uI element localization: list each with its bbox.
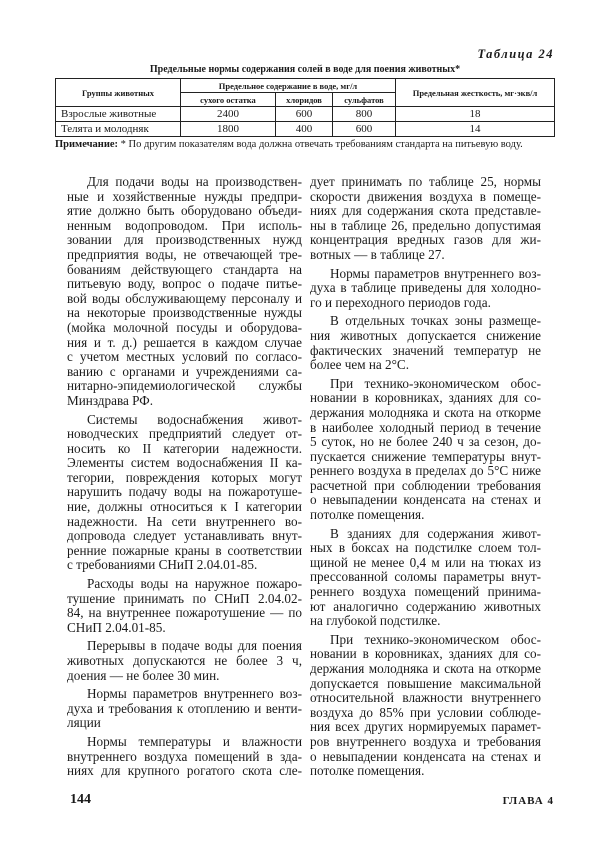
text-line: пускается снижение температуры внут- — [310, 448, 541, 464]
paragraph — [67, 687, 302, 731]
text-line: прессованной соломы параметры внут- — [310, 569, 541, 585]
text-line: бованиям действующего стандарта на — [67, 261, 302, 277]
left-text-column — [67, 175, 302, 783]
text-line: ров внутреннего воздуха и требования — [310, 733, 541, 749]
text-line: внутреннего воздуха помещений в зда- — [67, 748, 302, 764]
text-line: ниях для содержания скота представле- — [310, 203, 541, 219]
text-line: Перерывы в подаче воды для поения — [87, 638, 302, 654]
text-line: новании в коровниках, зданиях для со- — [310, 390, 541, 406]
cell-dry: 1800 — [181, 122, 276, 137]
text-line: предприятия воды, не отвечающей тре- — [67, 246, 302, 262]
paragraph — [310, 267, 541, 311]
text-line: При технико-экономическом обос- — [330, 631, 541, 647]
paragraph — [310, 527, 541, 629]
text-line: Нормы параметров внутреннего воз- — [330, 265, 541, 281]
text-line: реннего воздуха помещений принима- — [310, 584, 541, 600]
text-line: животных допускаются не более 3 ч, — [67, 653, 302, 668]
text-line: ренние пожарные краны в соответствии — [67, 542, 302, 558]
note-label: Примечание: — [55, 139, 119, 150]
paragraph — [310, 175, 541, 263]
text-line: держания молодняка и скота на откорме — [310, 661, 541, 676]
text-line: тушение принимать по СНиП 2.04.02- — [67, 590, 302, 606]
text-line: зовании для производственных нужд — [67, 232, 302, 248]
cell-sulfates: 800 — [333, 107, 396, 122]
text-line: духа и требования к отоплению и венти- — [67, 700, 302, 716]
text-line: потолке помещения. — [310, 507, 425, 523]
text-line: потолке помещения. — [310, 763, 425, 779]
text-line: на глубокой подстилке. — [310, 613, 441, 629]
paragraph — [310, 377, 541, 523]
text-line: Расходы воды на наружное пожаро- — [87, 576, 302, 592]
text-line: ляции — [67, 715, 101, 731]
table-note — [55, 139, 555, 151]
text-line: ния и т. д.) решается в каждом случае — [67, 334, 302, 350]
text-line: Нормы температуры и влажности — [87, 733, 302, 749]
text-line: реннего воздуха в пределах до 5°С ниже — [310, 463, 541, 479]
text-line: Системы водоснабжения живот- — [87, 411, 302, 427]
cell-group: Взрослые животные — [56, 107, 181, 122]
text-line: носить ко II категории надежности. — [67, 440, 302, 456]
text-line: тегории, повреждения которых могут — [67, 469, 302, 485]
header-group: Группы животных — [56, 79, 181, 107]
text-line: доения — не более 30 мин. — [67, 667, 220, 683]
text-line: ние, должны относиться к I категории — [67, 499, 302, 515]
text-line: вой воды обслуживающему персоналу и — [67, 290, 302, 306]
text-line: В отдельных точках зоны размеще- — [330, 313, 541, 329]
text-line: ниях для крупного рогатого скота сле- — [67, 763, 302, 779]
text-line: 84, на внутреннее пожаротушение — по — [67, 605, 302, 621]
table-row — [56, 122, 555, 137]
text-line: с учетом местных условий по согласо- — [67, 349, 302, 365]
text-line: При технико-экономическом обос- — [330, 375, 541, 391]
text-line: Минздрава РФ. — [67, 392, 153, 408]
text-line: питьевую воду, вопрос о подаче питье- — [67, 276, 302, 292]
text-line: ятие должно быть оборудовано объеди- — [67, 203, 302, 219]
text-line: надежности. На сети внутреннего во- — [67, 513, 302, 529]
text-line: щиной не менее 0,4 м или на тюках из — [310, 554, 541, 570]
text-line: в наиболее холодный период в течение — [310, 419, 541, 435]
text-line: расчетной при соблюдении требования — [310, 477, 541, 493]
header-content: Предельное содержание в воде, мг/л — [181, 79, 396, 93]
table-number: Таблица 24 — [477, 47, 554, 61]
text-line: на некоторые производственные нужды — [67, 305, 302, 321]
text-line: с требованиями СНиП 2.04.01-85. — [67, 557, 258, 573]
paragraph — [67, 577, 302, 635]
text-line: Нормы параметров внутреннего воз- — [87, 686, 302, 702]
paragraph — [310, 633, 541, 779]
text-line: воздуха до 85% при условии соблюде- — [310, 704, 541, 720]
text-line: новании в коровниках, зданиях для со- — [310, 646, 541, 662]
text-line: Элементы систем водоснабжения II ка- — [67, 455, 302, 471]
text-line: о невыпадении конденсата на стенах и — [310, 492, 541, 508]
cell-group: Телята и молодняк — [56, 122, 181, 137]
text-line: ненным водопроводом. При исполь- — [67, 217, 302, 233]
text-line: о невыпадении конденсата на стенах и — [310, 748, 541, 764]
cell-hardness: 18 — [396, 107, 555, 122]
text-line: го и переходного периодов года. — [310, 294, 491, 310]
header-dry: сухого остатка — [181, 93, 276, 107]
text-line: духа в таблице приведены для холодно- — [310, 280, 541, 296]
table-caption: Предельные нормы содержания солей в воде для поения животных* — [149, 64, 461, 75]
text-line: новодческих предприятий следует от- — [67, 426, 302, 442]
paragraph — [67, 413, 302, 574]
chapter-label: ГЛАВА 4 — [502, 795, 554, 807]
text-line: вотных — в таблице 27. — [310, 246, 445, 262]
header-hardness: Предельная жесткость, мг·экв/л — [396, 79, 555, 107]
cell-hardness: 14 — [396, 122, 555, 137]
text-line: допровода следует устанавливать внут- — [67, 528, 302, 544]
text-line: нитарно-эпидемиологической службы — [67, 378, 302, 394]
note-text: * По другим показателям вода должна отвечать требованиям стандарта на питьевую воду. — [118, 139, 523, 150]
text-line: ния животных допускается снижение — [310, 327, 541, 343]
text-line: концентрация вредных газов для жи- — [310, 232, 541, 248]
page-number: 144 — [70, 792, 91, 807]
text-line: относительной влажности внутреннего — [310, 690, 541, 706]
text-line: 5 суток, но не более 240 ч за сезон, до- — [310, 434, 541, 450]
text-line: дует принимать по таблице 25, нормы — [310, 174, 541, 189]
text-line: держания молодняка и скота на откорме — [310, 404, 541, 420]
text-line: нарушить подачу воды на пожаротуше- — [67, 484, 302, 500]
cell-chlorides: 400 — [276, 122, 333, 137]
text-line: допускается повышение максимальной — [310, 675, 541, 691]
paragraph — [67, 735, 302, 779]
text-line: Для подачи воды на производствен- — [87, 174, 302, 189]
text-line: ния всех других нормируемых парамет- — [310, 719, 541, 735]
salt-norms-table — [55, 78, 555, 137]
table-row — [56, 107, 555, 122]
header-sulfates: сульфатов — [333, 93, 396, 107]
right-text-column — [310, 175, 541, 783]
text-line: более чем на 2°С. — [310, 357, 410, 373]
cell-chlorides: 600 — [276, 107, 333, 122]
text-line: В зданиях для содержания живот- — [330, 525, 541, 541]
text-line: скорости движения воздуха в помеще- — [310, 188, 541, 204]
text-line: ют аналогично содержанию животных — [310, 598, 541, 614]
text-line: фактических значений температур не — [310, 342, 541, 358]
text-line: ные и хозяйственные нужды предпри- — [67, 188, 302, 204]
text-line: ных в боксах на подстилке слоем тол- — [310, 540, 541, 556]
header-chlorides: хлоридов — [276, 93, 333, 107]
paragraph — [310, 314, 541, 372]
text-line: ванию с органами и учреждениями са- — [67, 363, 302, 379]
text-line: ны в таблице 26, предельно допустимая — [310, 217, 541, 233]
text-line: (мойка молочной посуды и оборудова- — [67, 319, 302, 335]
cell-dry: 2400 — [181, 107, 276, 122]
cell-sulfates: 600 — [333, 122, 396, 137]
paragraph — [67, 175, 302, 409]
text-line: СНиП 2.04.01-85. — [67, 619, 166, 635]
paragraph — [67, 639, 302, 683]
